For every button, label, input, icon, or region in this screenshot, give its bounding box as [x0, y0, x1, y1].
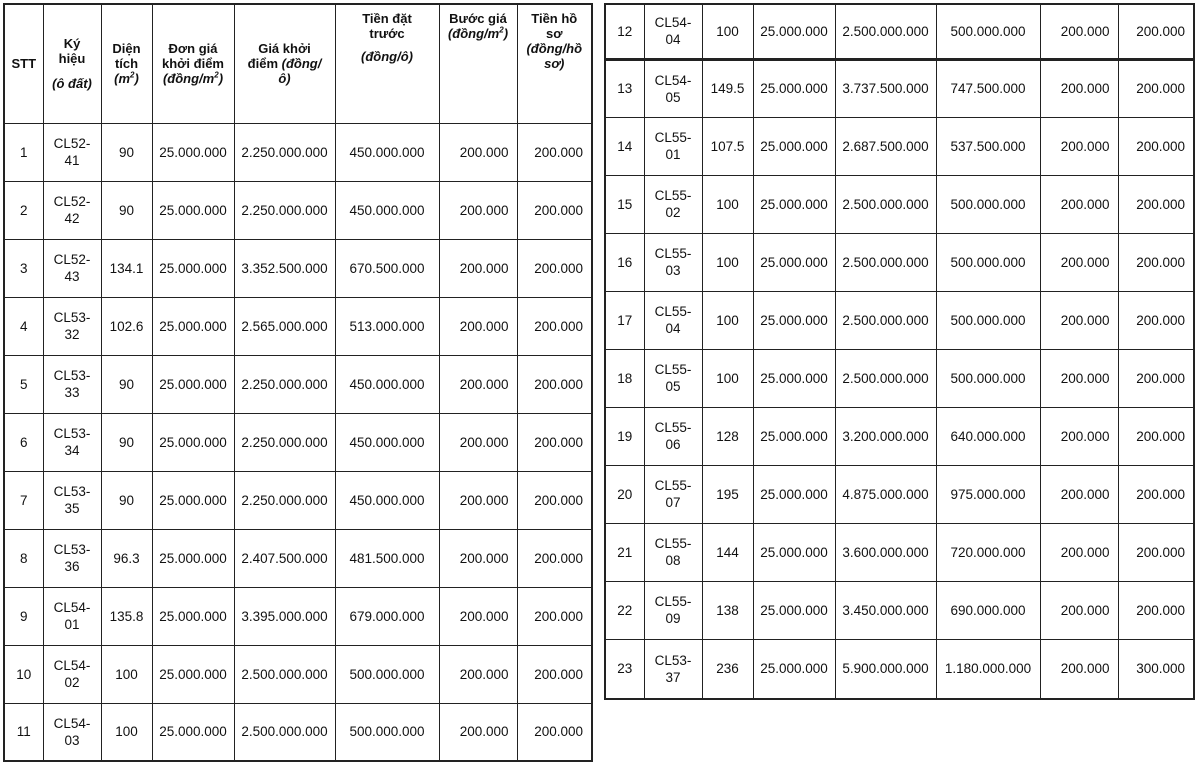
cell-don-gia: 25.000.000	[753, 465, 835, 523]
cell-tien-dat-truoc: 481.500.000	[335, 529, 439, 587]
cell-dien-tich: 134.1	[101, 239, 152, 297]
cell-stt: 16	[605, 233, 644, 291]
cell-tien-dat-truoc: 747.500.000	[936, 59, 1040, 117]
left-table-body	[4, 123, 592, 761]
cell-tien-dat-truoc: 1.180.000.000	[936, 639, 1040, 699]
header-buoc-gia: Bước giá $(đồng/m^2)$	[439, 4, 517, 123]
cell-don-gia: 25.000.000	[152, 297, 234, 355]
cell-stt: 22	[605, 581, 644, 639]
cell-stt: 20	[605, 465, 644, 523]
cell-tien-dat-truoc: 670.500.000	[335, 239, 439, 297]
cell-tien-dat-truoc: 500.000.000	[936, 4, 1040, 59]
cell-ky-hieu: CL52- 42	[43, 181, 101, 239]
cell-ky-hieu: CL55- 05	[644, 349, 702, 407]
cell-don-gia: 25.000.000	[152, 181, 234, 239]
table-row	[4, 529, 592, 587]
cell-ky-hieu: CL53- 33	[43, 355, 101, 413]
header-row	[4, 4, 592, 123]
table-row	[4, 471, 592, 529]
cell-tien-dat-truoc: 450.000.000	[335, 413, 439, 471]
cell-stt: 21	[605, 523, 644, 581]
cell-don-gia: 25.000.000	[152, 239, 234, 297]
cell-buoc-gia: 200.000	[1040, 581, 1118, 639]
cell-buoc-gia: 200.000	[439, 529, 517, 587]
cell-don-gia: 25.000.000	[753, 581, 835, 639]
cell-buoc-gia: 200.000	[439, 703, 517, 761]
table-row	[605, 4, 1194, 59]
cell-stt: 18	[605, 349, 644, 407]
cell-don-gia: 25.000.000	[753, 233, 835, 291]
cell-ky-hieu: CL53- 35	[43, 471, 101, 529]
cell-gia-khoi-diem: 3.450.000.000	[835, 581, 936, 639]
cell-tien-dat-truoc: 640.000.000	[936, 407, 1040, 465]
table-row	[605, 117, 1194, 175]
cell-buoc-gia: 200.000	[439, 413, 517, 471]
cell-tien-ho-so: 200.000	[1118, 117, 1194, 175]
cell-dien-tich: 100	[702, 175, 753, 233]
table-row	[4, 181, 592, 239]
cell-stt: 23	[605, 639, 644, 699]
cell-gia-khoi-diem: 2.500.000.000	[234, 645, 335, 703]
cell-gia-khoi-diem: 2.500.000.000	[835, 175, 936, 233]
cell-ky-hieu: CL55- 06	[644, 407, 702, 465]
cell-buoc-gia: 200.000	[439, 181, 517, 239]
cell-dien-tich: 90	[101, 181, 152, 239]
header-tien-ho-so: Tiền hồ sơ (đồng/hồ sơ)	[517, 4, 592, 123]
cell-ky-hieu: CL53- 37	[644, 639, 702, 699]
cell-buoc-gia: 200.000	[1040, 407, 1118, 465]
cell-buoc-gia: 200.000	[439, 239, 517, 297]
cell-tien-dat-truoc: 679.000.000	[335, 587, 439, 645]
cell-gia-khoi-diem: 5.900.000.000	[835, 639, 936, 699]
cell-buoc-gia: 200.000	[1040, 233, 1118, 291]
cell-ky-hieu: CL55- 07	[644, 465, 702, 523]
cell-buoc-gia: 200.000	[1040, 4, 1118, 59]
table-row	[4, 239, 592, 297]
cell-dien-tich: 149.5	[702, 59, 753, 117]
cell-dien-tich: 107.5	[702, 117, 753, 175]
cell-don-gia: 25.000.000	[753, 175, 835, 233]
cell-gia-khoi-diem: 4.875.000.000	[835, 465, 936, 523]
cell-tien-ho-so: 200.000	[1118, 465, 1194, 523]
cell-gia-khoi-diem: 2.500.000.000	[835, 233, 936, 291]
right-table	[604, 3, 1195, 700]
cell-tien-ho-so: 200.000	[1118, 4, 1194, 59]
table-row	[605, 581, 1194, 639]
cell-tien-ho-so: 200.000	[1118, 233, 1194, 291]
cell-gia-khoi-diem: 3.600.000.000	[835, 523, 936, 581]
cell-dien-tich: 102.6	[101, 297, 152, 355]
header-tien-dat-truoc: Tiền đặt trước (đồng/ô)	[335, 4, 439, 123]
cell-ky-hieu: CL53- 34	[43, 413, 101, 471]
cell-stt: 2	[4, 181, 43, 239]
cell-ky-hieu: CL55- 01	[644, 117, 702, 175]
cell-buoc-gia: 200.000	[1040, 639, 1118, 699]
cell-ky-hieu: CL55- 04	[644, 291, 702, 349]
cell-dien-tich: 100	[101, 703, 152, 761]
cell-tien-ho-so: 200.000	[1118, 407, 1194, 465]
table-row	[605, 349, 1194, 407]
cell-tien-ho-so: 200.000	[517, 239, 592, 297]
cell-dien-tich: 144	[702, 523, 753, 581]
cell-tien-dat-truoc: 500.000.000	[335, 645, 439, 703]
cell-ky-hieu: CL55- 03	[644, 233, 702, 291]
header-ky-hieu: Ký hiệu (ô đất)	[43, 4, 101, 123]
cell-gia-khoi-diem: 2.500.000.000	[835, 4, 936, 59]
table-row	[4, 355, 592, 413]
left-table	[3, 3, 593, 762]
cell-stt: 14	[605, 117, 644, 175]
table-row	[4, 703, 592, 761]
cell-stt: 6	[4, 413, 43, 471]
cell-dien-tich: 100	[101, 645, 152, 703]
table-row	[605, 407, 1194, 465]
cell-tien-ho-so: 200.000	[517, 181, 592, 239]
cell-tien-ho-so: 200.000	[1118, 581, 1194, 639]
cell-stt: 8	[4, 529, 43, 587]
cell-tien-dat-truoc: 450.000.000	[335, 471, 439, 529]
cell-buoc-gia: 200.000	[439, 471, 517, 529]
cell-dien-tich: 135.8	[101, 587, 152, 645]
cell-ky-hieu: CL54- 02	[43, 645, 101, 703]
cell-don-gia: 25.000.000	[152, 123, 234, 181]
cell-ky-hieu: CL53- 36	[43, 529, 101, 587]
cell-dien-tich: 195	[702, 465, 753, 523]
cell-ky-hieu: CL54- 01	[43, 587, 101, 645]
cell-don-gia: 25.000.000	[152, 355, 234, 413]
cell-buoc-gia: 200.000	[439, 355, 517, 413]
cell-gia-khoi-diem: 2.407.500.000	[234, 529, 335, 587]
cell-dien-tich: 90	[101, 123, 152, 181]
cell-tien-ho-so: 200.000	[517, 471, 592, 529]
cell-gia-khoi-diem: 2.500.000.000	[835, 349, 936, 407]
cell-gia-khoi-diem: 3.737.500.000	[835, 59, 936, 117]
cell-don-gia: 25.000.000	[753, 523, 835, 581]
cell-buoc-gia: 200.000	[439, 123, 517, 181]
table-row	[605, 639, 1194, 699]
table-row	[605, 465, 1194, 523]
cell-buoc-gia: 200.000	[1040, 59, 1118, 117]
cell-don-gia: 25.000.000	[152, 587, 234, 645]
cell-buoc-gia: 200.000	[439, 587, 517, 645]
table-row	[605, 523, 1194, 581]
cell-tien-ho-so: 300.000	[1118, 639, 1194, 699]
cell-don-gia: 25.000.000	[753, 291, 835, 349]
cell-gia-khoi-diem: 3.395.000.000	[234, 587, 335, 645]
cell-buoc-gia: 200.000	[439, 645, 517, 703]
cell-gia-khoi-diem: 2.250.000.000	[234, 413, 335, 471]
cell-don-gia: 25.000.000	[152, 471, 234, 529]
cell-tien-dat-truoc: 500.000.000	[936, 175, 1040, 233]
cell-buoc-gia: 200.000	[1040, 175, 1118, 233]
header-gia-khoi-diem: Giá khởi điểm (đồng/ ô)	[234, 4, 335, 123]
cell-don-gia: 25.000.000	[753, 117, 835, 175]
cell-gia-khoi-diem: 3.352.500.000	[234, 239, 335, 297]
cell-tien-dat-truoc: 537.500.000	[936, 117, 1040, 175]
cell-tien-dat-truoc: 513.000.000	[335, 297, 439, 355]
cell-stt: 15	[605, 175, 644, 233]
cell-buoc-gia: 200.000	[1040, 117, 1118, 175]
cell-tien-ho-so: 200.000	[1118, 59, 1194, 117]
table-row	[4, 413, 592, 471]
table-row	[605, 59, 1194, 117]
right-table-body	[605, 4, 1194, 699]
cell-don-gia: 25.000.000	[753, 4, 835, 59]
cell-buoc-gia: 200.000	[1040, 465, 1118, 523]
cell-tien-dat-truoc: 500.000.000	[936, 233, 1040, 291]
cell-tien-ho-so: 200.000	[517, 297, 592, 355]
cell-dien-tich: 100	[702, 291, 753, 349]
cell-dien-tich: 96.3	[101, 529, 152, 587]
cell-gia-khoi-diem: 2.250.000.000	[234, 123, 335, 181]
header-don-gia: Đơn giá khởi điểm $(đồng/m^2)$	[152, 4, 234, 123]
cell-buoc-gia: 200.000	[1040, 523, 1118, 581]
cell-don-gia: 25.000.000	[753, 639, 835, 699]
cell-tien-ho-so: 200.000	[1118, 523, 1194, 581]
cell-ky-hieu: CL54- 04	[644, 4, 702, 59]
cell-stt: 12	[605, 4, 644, 59]
cell-ky-hieu: CL55- 08	[644, 523, 702, 581]
cell-ky-hieu: CL52- 41	[43, 123, 101, 181]
cell-ky-hieu: CL55- 09	[644, 581, 702, 639]
cell-dien-tich: 236	[702, 639, 753, 699]
cell-ky-hieu: CL54- 05	[644, 59, 702, 117]
cell-don-gia: 25.000.000	[152, 645, 234, 703]
cell-buoc-gia: 200.000	[1040, 349, 1118, 407]
cell-ky-hieu: CL52- 43	[43, 239, 101, 297]
cell-stt: 19	[605, 407, 644, 465]
table-row	[4, 645, 592, 703]
cell-tien-ho-so: 200.000	[517, 587, 592, 645]
cell-dien-tich: 90	[101, 413, 152, 471]
cell-dien-tich: 90	[101, 355, 152, 413]
header-stt: STT	[4, 4, 43, 123]
cell-buoc-gia: 200.000	[439, 297, 517, 355]
cell-tien-ho-so: 200.000	[1118, 175, 1194, 233]
cell-stt: 9	[4, 587, 43, 645]
cell-don-gia: 25.000.000	[152, 413, 234, 471]
cell-tien-ho-so: 200.000	[517, 703, 592, 761]
cell-don-gia: 25.000.000	[753, 349, 835, 407]
cell-gia-khoi-diem: 2.250.000.000	[234, 471, 335, 529]
table-row	[605, 291, 1194, 349]
cell-don-gia: 25.000.000	[152, 529, 234, 587]
cell-tien-dat-truoc: 500.000.000	[335, 703, 439, 761]
table-row	[605, 233, 1194, 291]
cell-don-gia: 25.000.000	[753, 59, 835, 117]
cell-dien-tich: 100	[702, 4, 753, 59]
table-row	[4, 123, 592, 181]
cell-stt: 4	[4, 297, 43, 355]
cell-tien-dat-truoc: 450.000.000	[335, 123, 439, 181]
cell-don-gia: 25.000.000	[152, 703, 234, 761]
cell-tien-dat-truoc: 500.000.000	[936, 349, 1040, 407]
cell-ky-hieu: CL54- 03	[43, 703, 101, 761]
cell-tien-dat-truoc: 450.000.000	[335, 181, 439, 239]
cell-stt: 5	[4, 355, 43, 413]
cell-tien-dat-truoc: 975.000.000	[936, 465, 1040, 523]
cell-stt: 13	[605, 59, 644, 117]
cell-gia-khoi-diem: 2.250.000.000	[234, 181, 335, 239]
cell-gia-khoi-diem: 2.500.000.000	[234, 703, 335, 761]
cell-stt: 11	[4, 703, 43, 761]
cell-gia-khoi-diem: 2.250.000.000	[234, 355, 335, 413]
cell-gia-khoi-diem: 2.565.000.000	[234, 297, 335, 355]
cell-dien-tich: 90	[101, 471, 152, 529]
cell-stt: 1	[4, 123, 43, 181]
cell-tien-ho-so: 200.000	[1118, 349, 1194, 407]
cell-gia-khoi-diem: 2.500.000.000	[835, 291, 936, 349]
cell-ky-hieu: CL55- 02	[644, 175, 702, 233]
cell-stt: 3	[4, 239, 43, 297]
cell-tien-ho-so: 200.000	[517, 529, 592, 587]
cell-stt: 17	[605, 291, 644, 349]
cell-tien-ho-so: 200.000	[517, 645, 592, 703]
cell-tien-dat-truoc: 690.000.000	[936, 581, 1040, 639]
cell-dien-tich: 100	[702, 349, 753, 407]
cell-ky-hieu: CL53- 32	[43, 297, 101, 355]
cell-tien-dat-truoc: 720.000.000	[936, 523, 1040, 581]
cell-tien-ho-so: 200.000	[517, 123, 592, 181]
table-row	[4, 587, 592, 645]
cell-tien-dat-truoc: 450.000.000	[335, 355, 439, 413]
table-row	[4, 297, 592, 355]
cell-dien-tich: 128	[702, 407, 753, 465]
cell-stt: 7	[4, 471, 43, 529]
cell-tien-ho-so: 200.000	[1118, 291, 1194, 349]
cell-tien-ho-so: 200.000	[517, 413, 592, 471]
cell-dien-tich: 100	[702, 233, 753, 291]
table-row	[605, 175, 1194, 233]
cell-gia-khoi-diem: 2.687.500.000	[835, 117, 936, 175]
cell-tien-dat-truoc: 500.000.000	[936, 291, 1040, 349]
cell-tien-ho-so: 200.000	[517, 355, 592, 413]
cell-gia-khoi-diem: 3.200.000.000	[835, 407, 936, 465]
cell-dien-tich: 138	[702, 581, 753, 639]
cell-stt: 10	[4, 645, 43, 703]
cell-buoc-gia: 200.000	[1040, 291, 1118, 349]
cell-don-gia: 25.000.000	[753, 407, 835, 465]
header-dien-tich: Diện tích $(m^2)$	[101, 4, 152, 123]
